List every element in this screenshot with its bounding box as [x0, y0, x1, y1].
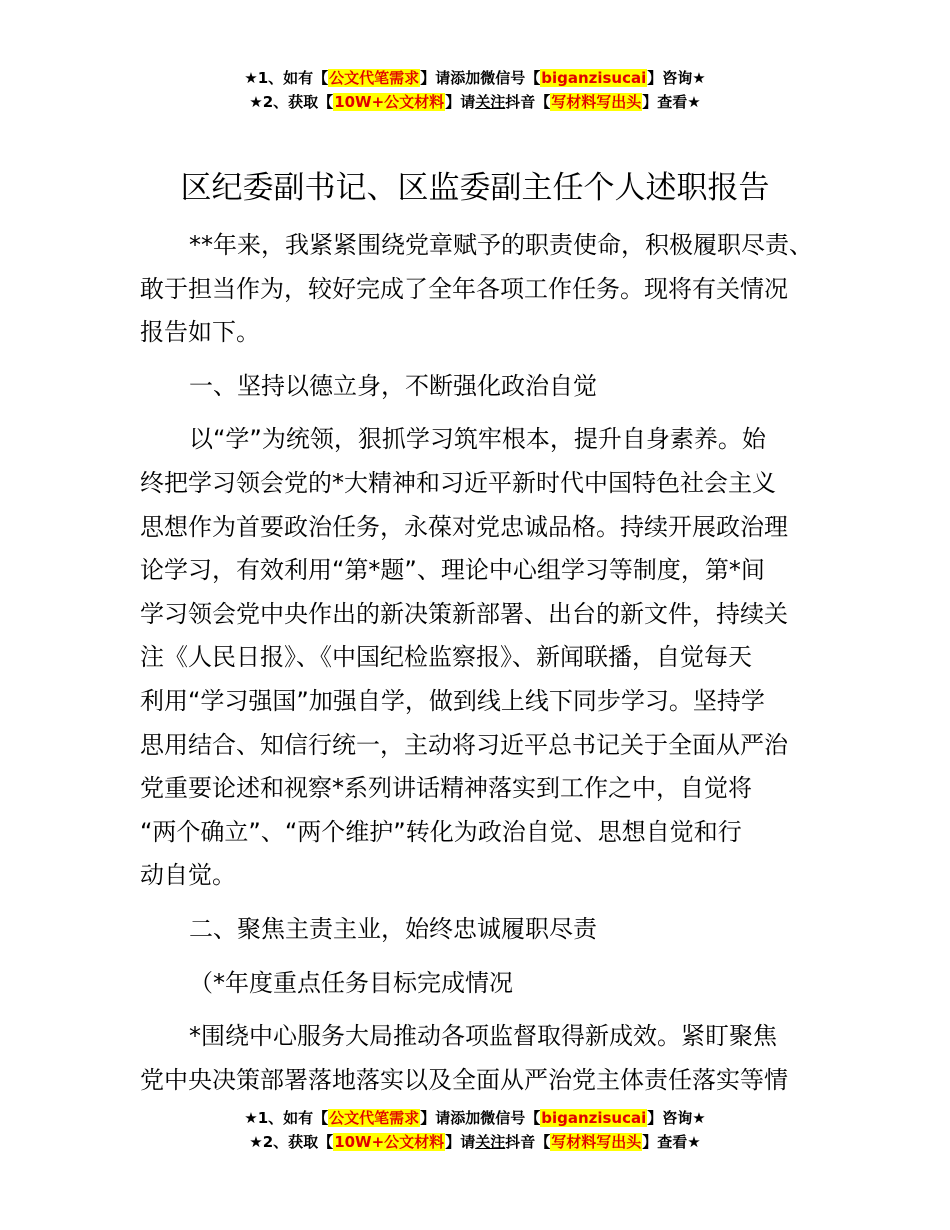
paragraph-line: **年来，我紧紧围绕党章赋予的职责使命，积极履职尽责、 — [189, 231, 813, 259]
promo-banner-top — [0, 66, 950, 114]
document-title: 区纪委副书记、区监委副主任个人述职报告 — [180, 170, 770, 206]
promo-text: ★2、获取【 — [249, 93, 334, 111]
promo-text: 】查看★ — [642, 93, 701, 111]
paragraph-line: 论学习，有效利用“第*题”、理论中心组学习等制度，第*间 — [140, 556, 765, 585]
paragraph-line: 终把学习领会党的*大精神和习近平新时代中国特色社会主义 — [140, 468, 776, 497]
promo-highlight: 写材料写出头 — [551, 1133, 642, 1151]
paragraph-line: 动自觉。 — [140, 861, 236, 890]
paragraph-line: 党中央决策部署落地落实以及全面从严治党主体责任落实等情 — [140, 1065, 788, 1094]
promo-text: ★2、获取【 — [249, 1133, 334, 1151]
promo-underlined-text: 关注 — [475, 93, 506, 111]
promo-text: 】咨询★ — [647, 69, 706, 87]
section-heading: 二、聚焦主责主业，始终忠诚履职尽责 — [189, 914, 597, 943]
promo-highlight: 写材料写出头 — [551, 93, 642, 111]
promo-text: 】请 — [445, 1133, 476, 1151]
promo-text: 抖音【 — [505, 93, 551, 111]
promo-line-1 — [0, 1106, 950, 1130]
promo-underlined-text: 关注 — [475, 1133, 506, 1151]
promo-banner-bottom — [0, 1106, 950, 1154]
paragraph-line: 报告如下。 — [140, 318, 260, 347]
promo-line-2 — [0, 1130, 950, 1154]
promo-line-2 — [0, 90, 950, 114]
paragraph-line: 党重要论述和视察*系列讲话精神落实到工作之中，自觉将 — [140, 774, 752, 803]
promo-text: 】咨询★ — [647, 1109, 706, 1127]
promo-text: 】查看★ — [642, 1133, 701, 1151]
promo-text: ★1、如有【 — [244, 1109, 329, 1127]
promo-highlight: 10W+公文材料 — [334, 93, 445, 111]
subsection-heading: （*年度重点任务目标完成情况 — [189, 968, 513, 997]
promo-text: 】请 — [445, 93, 476, 111]
paragraph-line: 以“学”为统领，狠抓学习筑牢根本，提升自身素养。始 — [189, 425, 766, 454]
paragraph-line: 思想作为首要政治任务，永葆对党忠诚品格。持续开展政治理 — [140, 512, 788, 541]
promo-text: ★1、如有【 — [244, 69, 329, 87]
promo-highlight: 公文代笔需求 — [329, 69, 420, 87]
promo-highlight-wechat-id: biganzisucai — [541, 69, 647, 87]
promo-highlight: 10W+公文材料 — [334, 1133, 445, 1151]
promo-text: 抖音【 — [505, 1133, 551, 1151]
section-heading: 一、坚持以德立身，不断强化政治自觉 — [189, 371, 597, 400]
paragraph-line: *围绕中心服务大局推动各项监督取得新成效。紧盯聚焦 — [189, 1022, 777, 1051]
promo-highlight: 公文代笔需求 — [329, 1109, 420, 1127]
promo-line-1 — [0, 66, 950, 90]
paragraph-line: 敢于担当作为，较好完成了全年各项工作任务。现将有关情况 — [140, 274, 788, 303]
paragraph-line: 注《人民日报》、《中国纪检监察报》、新闻联播，自觉每天 — [140, 643, 752, 672]
promo-text: 】请添加微信号【 — [420, 1109, 541, 1127]
promo-text: 】请添加微信号【 — [420, 69, 541, 87]
paragraph-line: “两个确立”、“两个维护”转化为政治自觉、思想自觉和行 — [140, 817, 742, 846]
paragraph-line: 学习领会党中央作出的新决策新部署、出台的新文件，持续关 — [140, 599, 788, 628]
document-body — [140, 224, 830, 1102]
paragraph-line: 利用“学习强国”加强自学，做到线上线下同步学习。坚持学 — [140, 686, 765, 715]
paragraph-line: 思用结合、知信行统一，主动将习近平总书记关于全面从严治 — [140, 730, 788, 759]
promo-highlight-wechat-id: biganzisucai — [541, 1109, 647, 1127]
